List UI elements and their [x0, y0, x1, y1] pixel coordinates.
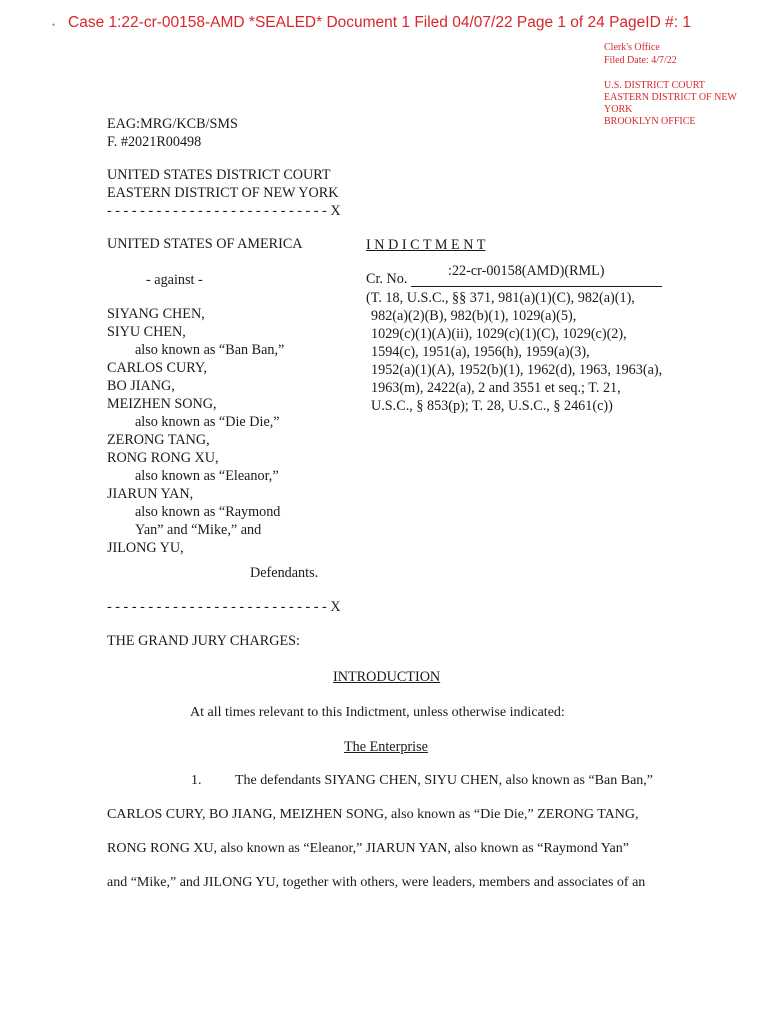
court-stamp-line: BROOKLYN OFFICE [604, 116, 696, 127]
introduction-heading: INTRODUCTION [333, 669, 441, 685]
statute-line: 982(a)(2)(B), 982(b)(1), 1029(a)(5), [371, 308, 577, 324]
defendant-line: SIYANG CHEN, [107, 306, 205, 322]
defendant-line: MEIZHEN SONG, [107, 396, 217, 412]
defendants-list [107, 305, 284, 557]
cr-no-value: :22-cr-00158(AMD)(RML) [448, 263, 605, 279]
defendant-line: Yan” and “Mike,” and [135, 522, 262, 538]
clerk-office-label: Clerk's Office [604, 42, 660, 53]
plaintiff: UNITED STATES OF AMERICA [107, 236, 303, 252]
statute-list [366, 289, 662, 415]
statute-line: 1594(c), 1951(a), 1956(h), 1959(a)(3), [371, 344, 590, 360]
statute-line: U.S.C., § 853(p); T. 28, U.S.C., § 2461(c)) [371, 398, 613, 414]
defendants-label: Defendants. [250, 565, 319, 581]
paragraph-line: CARLOS CURY, BO JIANG, MEIZHEN SONG, also known as “Die Die,” ZERONG TANG, [107, 807, 639, 822]
grand-jury-charges: THE GRAND JURY CHARGES: [107, 633, 300, 649]
defendant-line: SIYU CHEN, [107, 324, 186, 340]
court-stamp-line: YORK [604, 104, 633, 115]
defendant-line: also known as “Die Die,” [135, 414, 280, 430]
cr-no-line [411, 286, 662, 287]
defendant-line: JILONG YU, [107, 540, 184, 556]
statute-line: (T. 18, U.S.C., §§ 371, 981(a)(1)(C), 982(a)(1), [366, 290, 635, 306]
paragraph-line: The defendants SIYANG CHEN, SIYU CHEN, also known as “Ban Ban,” [235, 773, 653, 788]
enterprise-heading: The Enterprise [344, 739, 428, 755]
defendant-line: CARLOS CURY, [107, 360, 207, 376]
statute-line: 1029(c)(1)(A)(ii), 1029(c)(1)(C), 1029(c)(2), [371, 326, 627, 342]
caption-divider-top: - - - - - - - - - - - - - - - - - - - - - - - - - - - X [107, 203, 341, 219]
defendant-line: also known as “Raymond [135, 504, 281, 520]
court-stamp-line: EASTERN DISTRICT OF NEW [604, 92, 737, 103]
defendant-line: JIARUN YAN, [107, 486, 194, 502]
defendant-line: BO JIANG, [107, 378, 175, 394]
paragraph-line: RONG RONG XU, also known as “Eleanor,” JIARUN YAN, also known as “Raymond Yan” [107, 841, 629, 856]
indictment-title: I N D I C T M E N T [366, 237, 486, 253]
defendant-line: also known as “Eleanor,” [135, 468, 279, 484]
filed-date: Filed Date: 4/7/22 [604, 55, 677, 66]
defendant-line: RONG RONG XU, [107, 450, 219, 466]
file-initials: EAG:MRG/KCB/SMS [107, 116, 238, 132]
court-stamp-line: U.S. DISTRICT COURT [604, 80, 705, 91]
court-district: EASTERN DISTRICT OF NEW YORK [107, 185, 339, 201]
against-label: - against - [146, 272, 203, 288]
statute-line: 1952(a)(1)(A), 1952(b)(1), 1962(d), 1963, 1963(a), [371, 362, 663, 378]
intro-text: At all times relevant to this Indictment, unless otherwise indicated: [190, 705, 565, 720]
paragraph-line: and “Mike,” and JILONG YU, together with others, were leaders, members and associates of an [107, 875, 646, 890]
paragraph-number: 1. [191, 773, 202, 788]
case-header-stamp: Case 1:22-cr-00158-AMD *SEALED* Document 1 Filed 04/07/22 Page 1 of 24 PageID #: 1 [68, 14, 691, 31]
file-number: F. #2021R00498 [107, 134, 202, 150]
defendant-line: also known as “Ban Ban,” [135, 342, 285, 358]
scan-mark: • [52, 20, 56, 30]
court-name: UNITED STATES DISTRICT COURT [107, 167, 331, 183]
cr-no-label: Cr. No. [366, 271, 408, 287]
caption-divider-bottom: - - - - - - - - - - - - - - - - - - - - - - - - - - - X [107, 599, 341, 615]
statute-line: 1963(m), 2422(a), 2 and 3551 et seq.; T. 21, [371, 380, 621, 396]
defendant-line: ZERONG TANG, [107, 432, 210, 448]
